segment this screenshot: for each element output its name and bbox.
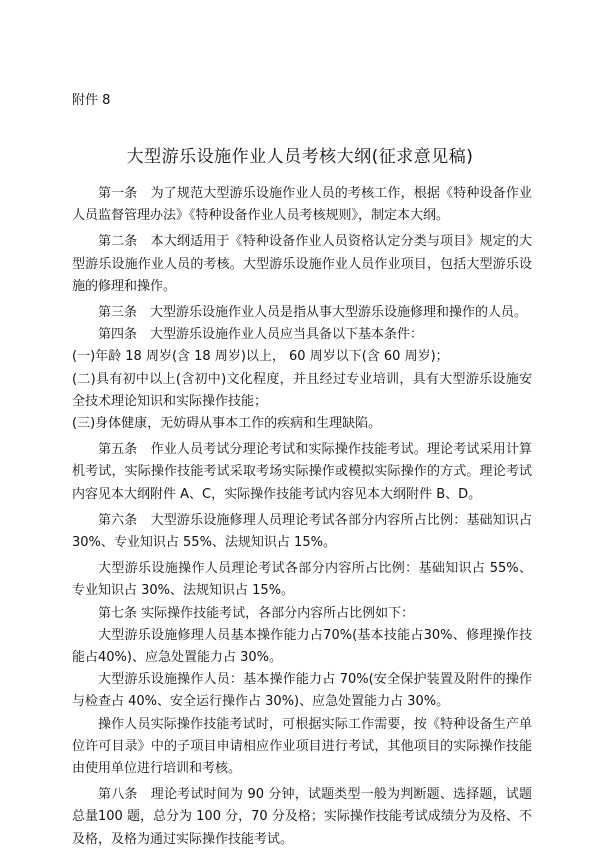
paragraph-practical-exam-note: 操作人员实际操作技能考试时，可根据实际工作需要，按《特种设备生产单位许可目录》中的子项目申请相应作业项目进行考试，其他项目的实际操作技能由使用单位进行培训和考核。 — [72, 716, 532, 777]
paragraph-article-6: 第六条 大型游乐设施修理人员理论考试各部分内容所占比例：基础知识占30%、专业知识占 55%、法规知识占 15%。 — [72, 512, 532, 551]
paragraph-article-5: 第五条 作业人员考试分理论考试和实际操作技能考试。理论考试采用计算机考试，实际操作技能考试采取考场实际操作或模拟实际操作的方式。理论考试内容见本大纲附件 A、C，实际操作技能考试内容见本大纲附件 B、D。 — [72, 442, 532, 502]
paragraph-article-4: 第四条 大型游乐设施作业人员应当具备以下基本条件： — [98, 327, 424, 343]
paragraph-article-3: 第三条 大型游乐设施作业人员是指从事大型游乐设施修理和操作的人员。 — [98, 305, 528, 321]
paragraph-article-1: 第一条 为了规范大型游乐设施作业人员的考核工作，根据《特种设备作业人员监督管理办法》《特种设备作业人员考核规则》，制定本大纲。 — [72, 186, 532, 224]
list-item-condition-3: (三)身体健康，无妨碍从事本工作的疾病和生理缺陷。 — [72, 416, 382, 432]
paragraph-operator-theory-ratio: 大型游乐设施操作人员理论考试各部分内容所占比例：基础知识占 55%、专业知识占 30%、法规知识占 15%。 — [72, 561, 532, 599]
paragraph-article-2: 第二条 本大纲适用于《特种设备作业人员资格认定分类与项目》规定的大型游乐设施作业人员的考核。大型游乐设施作业人员作业项目，包括大型游乐设施的修理和操作。 — [72, 234, 532, 294]
document-body — [72, 183, 532, 851]
list-item-condition-1: (一)年龄 18 周岁(含 18 周岁)以上， 60 周岁以下(含 60 周岁)； — [72, 349, 449, 365]
paragraph-operator-practical-ratio: 大型游乐设施操作人员：基本操作能力占 70%(安全保护装置及附件的操作与检查占 40%、安全运行操作占 30%)、应急处置能力占 30%。 — [72, 672, 532, 710]
list-item-condition-2: (二)具有初中以上(含初中)文化程度，并且经过专业培训，具有大型游乐设施安全技术理论知识和实际操作技能； — [72, 371, 532, 409]
attachment-label: 附件 8 — [72, 93, 111, 108]
page-title: 大型游乐设施作业人员考核大纲(征求意见稿) — [126, 147, 474, 167]
paragraph-article-7: 第七条 实际操作技能考试，各部分内容所占比例如下： — [98, 605, 415, 621]
paragraph-repair-practical-ratio: 大型游乐设施修理人员基本操作能力占70%(基本技能占30%、修理操作技能占40%)、应急处置能力占 30%。 — [72, 627, 532, 666]
paragraph-article-8: 第八条 理论考试时间为 90 分钟，试题类型一般为判断题、选择题，试题总量100 题，总分为 100 分，70 分及格；实际操作技能考试成绩分为及格、不及格，及格为通过实际操作技能考试。 — [72, 787, 532, 847]
